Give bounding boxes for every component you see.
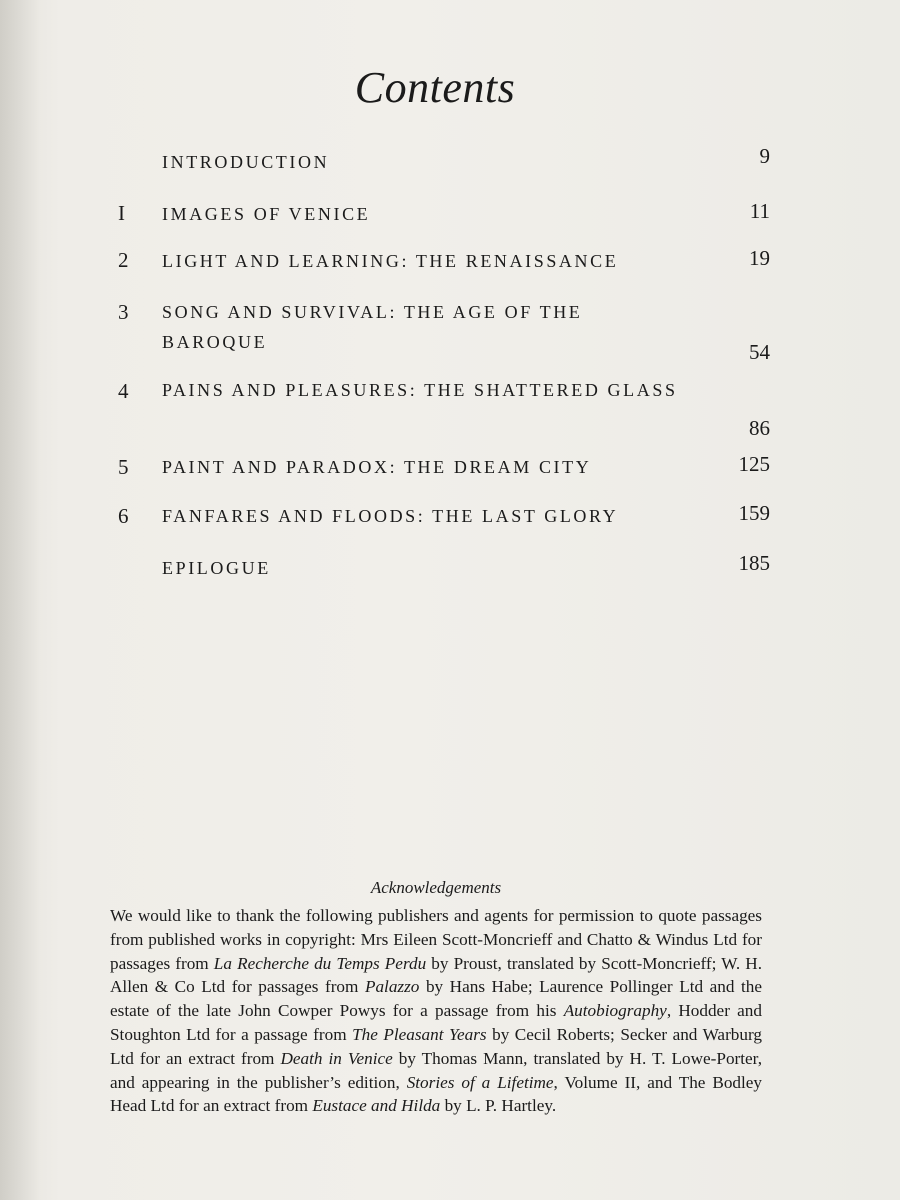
- toc-entry-number: I: [118, 201, 125, 225]
- toc-entry-title: INTRODUCTION: [162, 152, 330, 172]
- toc-entry-title: PAINS AND PLEASURES: THE SHATTERED GLASS: [162, 380, 678, 400]
- ack-text-segment: by Hans Habe; Laurence Pollinger Ltd and the estate of the late John Cowper Powys for a passage from his: [110, 977, 762, 1021]
- toc-entry-page: 19: [749, 246, 770, 270]
- toc-entry-page: 125: [738, 452, 770, 476]
- toc-entry-title: PAINT AND PARADOX: THE DREAM CITY: [162, 457, 592, 477]
- toc-entry-page: 185: [738, 551, 770, 575]
- ack-text-segment: by Thomas Mann, translated by H. T. Lowe-Porter, and appearing in the publisher’s edition,: [110, 1048, 762, 1092]
- page-gutter-shadow: [0, 0, 40, 1200]
- ack-book-title: La Recherche du Temps Perdu: [213, 953, 427, 973]
- ack-text-segment: We would like to thank the following publishers and agents for permission to quote passages from published works in copyright: Mrs Eileen Scott-Moncrieff and Chatto & Windus Ltd for passages from: [110, 906, 762, 973]
- ack-book-title: Stories of a Lifetime: [406, 1072, 554, 1092]
- ack-text-segment: by Cecil Roberts; Secker and Warburg Ltd for an extract from: [110, 1024, 762, 1068]
- toc-entry-title: IMAGES OF VENICE: [162, 204, 371, 224]
- toc-entry-page: 86: [749, 416, 770, 440]
- toc-entry-page: 54: [749, 340, 770, 364]
- ack-text-segment: , Hodder and Stoughton Ltd for a passage from: [110, 1001, 762, 1044]
- toc-entry-title: LIGHT AND LEARNING: THE RENAISSANCE: [162, 251, 619, 271]
- toc-entry-page: 159: [738, 501, 770, 525]
- toc-entry-title: FANFARES AND FLOODS: THE LAST GLORY: [162, 506, 619, 526]
- toc-entry-page: 9: [759, 144, 770, 168]
- ack-book-title: Palazzo: [364, 977, 420, 997]
- toc-entry-page: 11: [749, 199, 770, 223]
- acknowledgements-section: [110, 878, 762, 1118]
- ack-book-title: The Pleasant Years: [352, 1024, 487, 1044]
- toc-entry-number: 5: [118, 455, 129, 479]
- toc-entry-number: 4: [118, 379, 129, 403]
- toc-entry-number: 3: [118, 300, 129, 324]
- ack-text-segment: by L. P. Hartley.: [440, 1096, 557, 1116]
- ack-book-title: Eustace and Hilda: [312, 1096, 441, 1116]
- ack-text-segment: , Volume II, and The Bodley Head Ltd for an extract from: [110, 1072, 763, 1116]
- toc-entry-number: 2: [118, 248, 129, 272]
- toc-entry-title: SONG AND SURVIVAL: THE AGE OF THE BAROQUE: [162, 302, 583, 352]
- acknowledgements-title: Acknowledgements: [370, 878, 502, 897]
- page-title: Contents: [354, 63, 516, 112]
- ack-book-title: Death in Venice: [280, 1048, 393, 1068]
- ack-book-title: Autobiography: [563, 1001, 667, 1021]
- toc-entry-number: 6: [118, 504, 129, 528]
- toc-entry-title: EPILOGUE: [162, 558, 271, 578]
- acknowledgements-text: [110, 904, 762, 1118]
- ack-text-segment: by Proust, translated by Scott-Moncrieff; W. H. Allen & Co Ltd for passages from: [110, 953, 762, 997]
